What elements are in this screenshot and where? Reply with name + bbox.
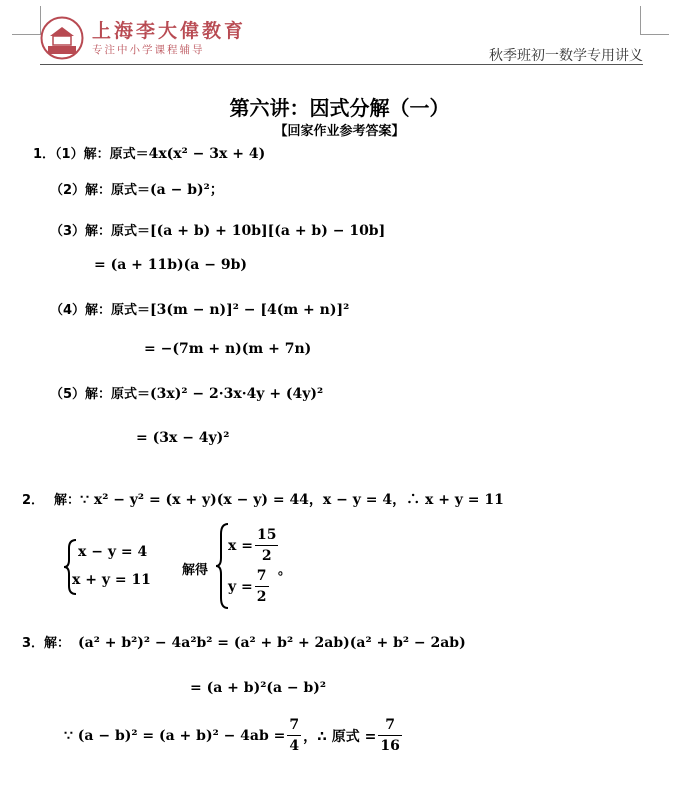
q2-end-mark: 。 — [278, 563, 292, 578]
q1-part5-label: （5）解：原式＝ — [50, 387, 151, 402]
q3-line3-fraction-b — [378, 715, 401, 756]
q2-solution-x-numerator: 15 — [255, 525, 278, 546]
page-subtitle: 【回家作业参考答案】 — [274, 124, 405, 139]
q1-part1-math: 4x(x² − 3x + 4) — [148, 146, 266, 162]
q1-part3 — [50, 220, 385, 239]
q1-part2 — [50, 179, 224, 199]
logo-seal-icon — [40, 16, 84, 60]
page-title: 第六讲：因式分解（一） — [229, 96, 450, 120]
q2-statement: ∵ x² − y² = (x + y)(x − y) = 44，x − y = 4，∴ x + y = 11 — [80, 492, 504, 508]
q3-line3-fraction-a-denominator: 4 — [289, 738, 300, 754]
q2-solution-y — [228, 566, 271, 607]
q1-part4-label: （4）解：原式＝ — [50, 303, 151, 318]
q2-solution-y-label: y = — [228, 578, 253, 595]
q1-part5-math: (3x)² − 2·3x·4y + (4y)² — [150, 386, 324, 402]
q3-line3-fraction-b-numerator: 7 — [378, 715, 401, 736]
logo-title: 上海李大偉教育 — [92, 20, 247, 42]
q2-statement-line — [22, 489, 504, 509]
q1-part3-step: = (a + 11b)(a − 9b) — [94, 257, 248, 273]
q3-line3-fraction-b-denominator: 16 — [380, 738, 400, 754]
q2-system-eq1: x − y = 4 — [78, 544, 148, 560]
q2-solution-x-fraction — [255, 525, 278, 566]
header-rule — [40, 64, 643, 65]
q1-part5 — [50, 383, 323, 402]
q1-part3-label: （3）解：原式＝ — [50, 224, 151, 239]
q1-label: 1．（1）解：原式＝ — [33, 147, 149, 162]
crop-mark-top-left — [12, 6, 41, 35]
q1-part3-math: [(a + b) + 10b][(a + b) − 10b] — [150, 223, 386, 239]
q1-part5-step: = (3x − 4y)² — [136, 430, 230, 446]
q3-line2: = (a + b)²(a − b)² — [190, 680, 327, 696]
logo — [40, 16, 270, 62]
logo-slogan: 专注中小学课程辅导 — [92, 44, 205, 56]
q1-part4-math: [3(m − n)]² − [4(m + n)]² — [150, 302, 350, 318]
q2-system-eq2: x + y = 11 — [72, 572, 151, 588]
q2-solution-y-denominator: 2 — [256, 589, 267, 605]
q2-solve-label: 解： — [54, 493, 81, 508]
q3-line3-part-b: ，∴ 原式 = — [303, 728, 377, 745]
q2-solution-x-denominator: 2 — [261, 548, 272, 564]
q3-line1-math: (a² + b²)² − 4a²b² = (a² + b² + 2ab)(a² + b² − 2ab) — [78, 635, 466, 651]
q3-line1 — [22, 632, 466, 651]
q1-part4 — [50, 299, 349, 318]
q3-line3-part-a: ∵ (a − b)² = (a + b)² − 4ab = — [64, 727, 286, 744]
q3-line3-fraction-a — [287, 715, 301, 756]
q2-solution-x-label: x = — [228, 537, 253, 554]
q1-part2-math: (a − b)²； — [150, 182, 224, 198]
q2-solution-y-fraction — [255, 566, 269, 607]
q1-part2-label: （2）解：原式＝ — [50, 183, 151, 198]
q1-part4-step: = −(7m + n)(m + 7n) — [144, 341, 312, 357]
q2-solution-y-numerator: 7 — [255, 566, 269, 587]
q1-part1 — [33, 143, 265, 162]
q3-line3-fraction-a-numerator: 7 — [287, 715, 301, 736]
q3-label: 3．解： — [22, 636, 71, 651]
q2-label: 2． — [22, 493, 45, 508]
q2-solve-result-label: 解得 — [182, 563, 209, 578]
q2-solution-x — [228, 525, 280, 566]
q3-line3 — [64, 715, 404, 756]
crop-mark-top-right — [640, 6, 669, 35]
header-course-title: 秋季班初一数学专用讲义 — [489, 48, 643, 64]
